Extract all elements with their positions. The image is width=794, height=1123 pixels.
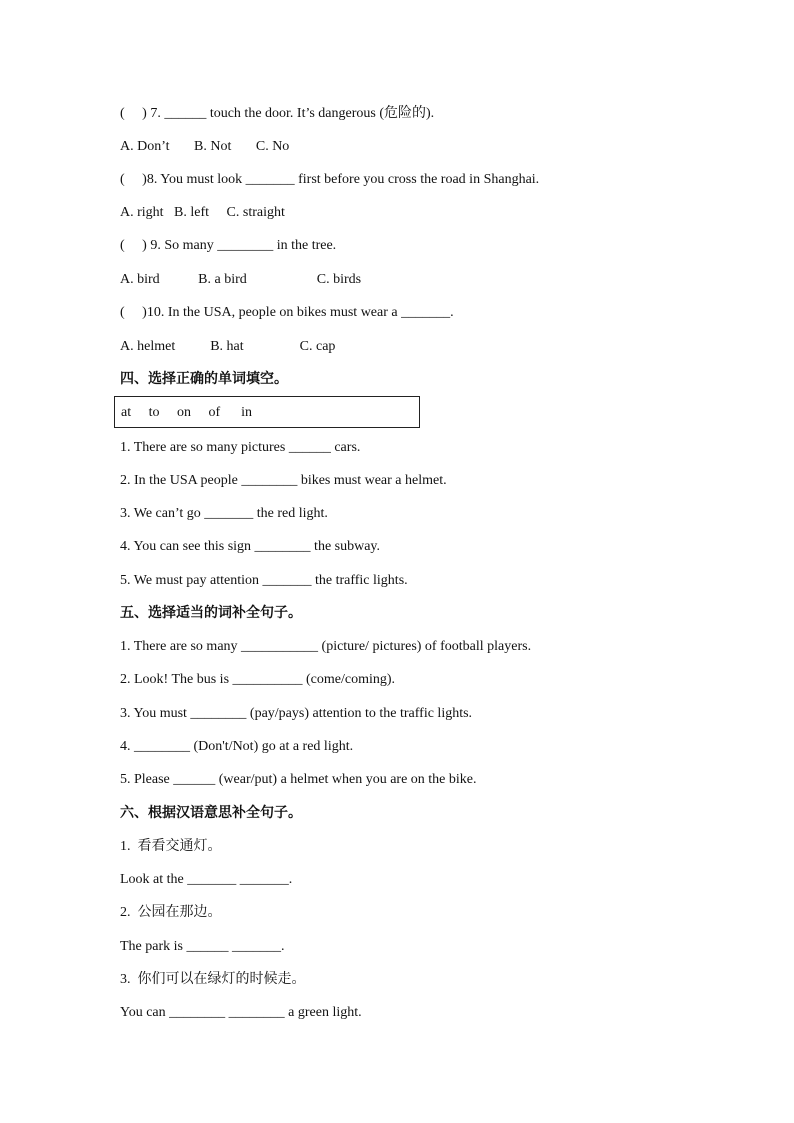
- section-6-item-1-english: Look at the _______ _______.: [120, 872, 293, 887]
- question-10-options: A. helmet B. hat C. cap: [120, 339, 336, 354]
- section-4-item-3: 3. We can’t go _______ the red light.: [120, 506, 328, 521]
- section-4-item-1: 1. There are so many pictures ______ cars.: [120, 440, 361, 455]
- section-5-item-1: 1. There are so many ___________ (picture/ pictures) of football players.: [120, 639, 532, 654]
- section-6-item-3-english: You can ________ ________ a green light.: [120, 1005, 362, 1020]
- section-4-heading: 四、选择正确的单词填空。: [120, 371, 288, 387]
- section-4-item-5: 5. We must pay attention _______ the traffic lights.: [120, 573, 408, 588]
- question-8-stem: ( )8. You must look _______ first before you cross the road in Shanghai.: [120, 172, 540, 187]
- section-6-item-3-chinese: 3. 你们可以在绿灯的时候走。: [120, 972, 306, 987]
- word-bank: at to on of in: [121, 405, 253, 420]
- question-10-stem: ( )10. In the USA, people on bikes must wear a _______.: [120, 305, 454, 320]
- question-7-stem: ( ) 7. ______ touch the door. It’s dangerous (危险的).: [120, 106, 435, 121]
- section-6-item-1-chinese: 1. 看看交通灯。: [120, 839, 222, 854]
- section-4-item-2: 2. In the USA people ________ bikes must wear a helmet.: [120, 473, 447, 488]
- section-5-item-5: 5. Please ______ (wear/put) a helmet when you are on the bike.: [120, 772, 477, 787]
- word-bank-box: [114, 396, 420, 428]
- section-5-item-2: 2. Look! The bus is __________ (come/coming).: [120, 672, 396, 687]
- section-6-item-2-chinese: 2. 公园在那边。: [120, 905, 222, 920]
- section-6-item-2-english: The park is ______ _______.: [120, 939, 285, 954]
- question-9-options: A. bird B. a bird C. birds: [120, 272, 362, 287]
- section-5-item-4: 4. ________ (Don't/Not) go at a red light.: [120, 739, 354, 754]
- section-5-heading: 五、选择适当的词补全句子。: [120, 605, 302, 621]
- section-4-item-4: 4. You can see this sign ________ the subway.: [120, 539, 381, 554]
- section-5-item-3: 3. You must ________ (pay/pays) attention to the traffic lights.: [120, 706, 473, 721]
- question-8-options: A. right B. left C. straight: [120, 205, 285, 220]
- section-6-heading: 六、根据汉语意思补全句子。: [120, 805, 302, 821]
- question-9-stem: ( ) 9. So many ________ in the tree.: [120, 238, 337, 253]
- question-7-options: A. Don’t B. Not C. No: [120, 139, 290, 154]
